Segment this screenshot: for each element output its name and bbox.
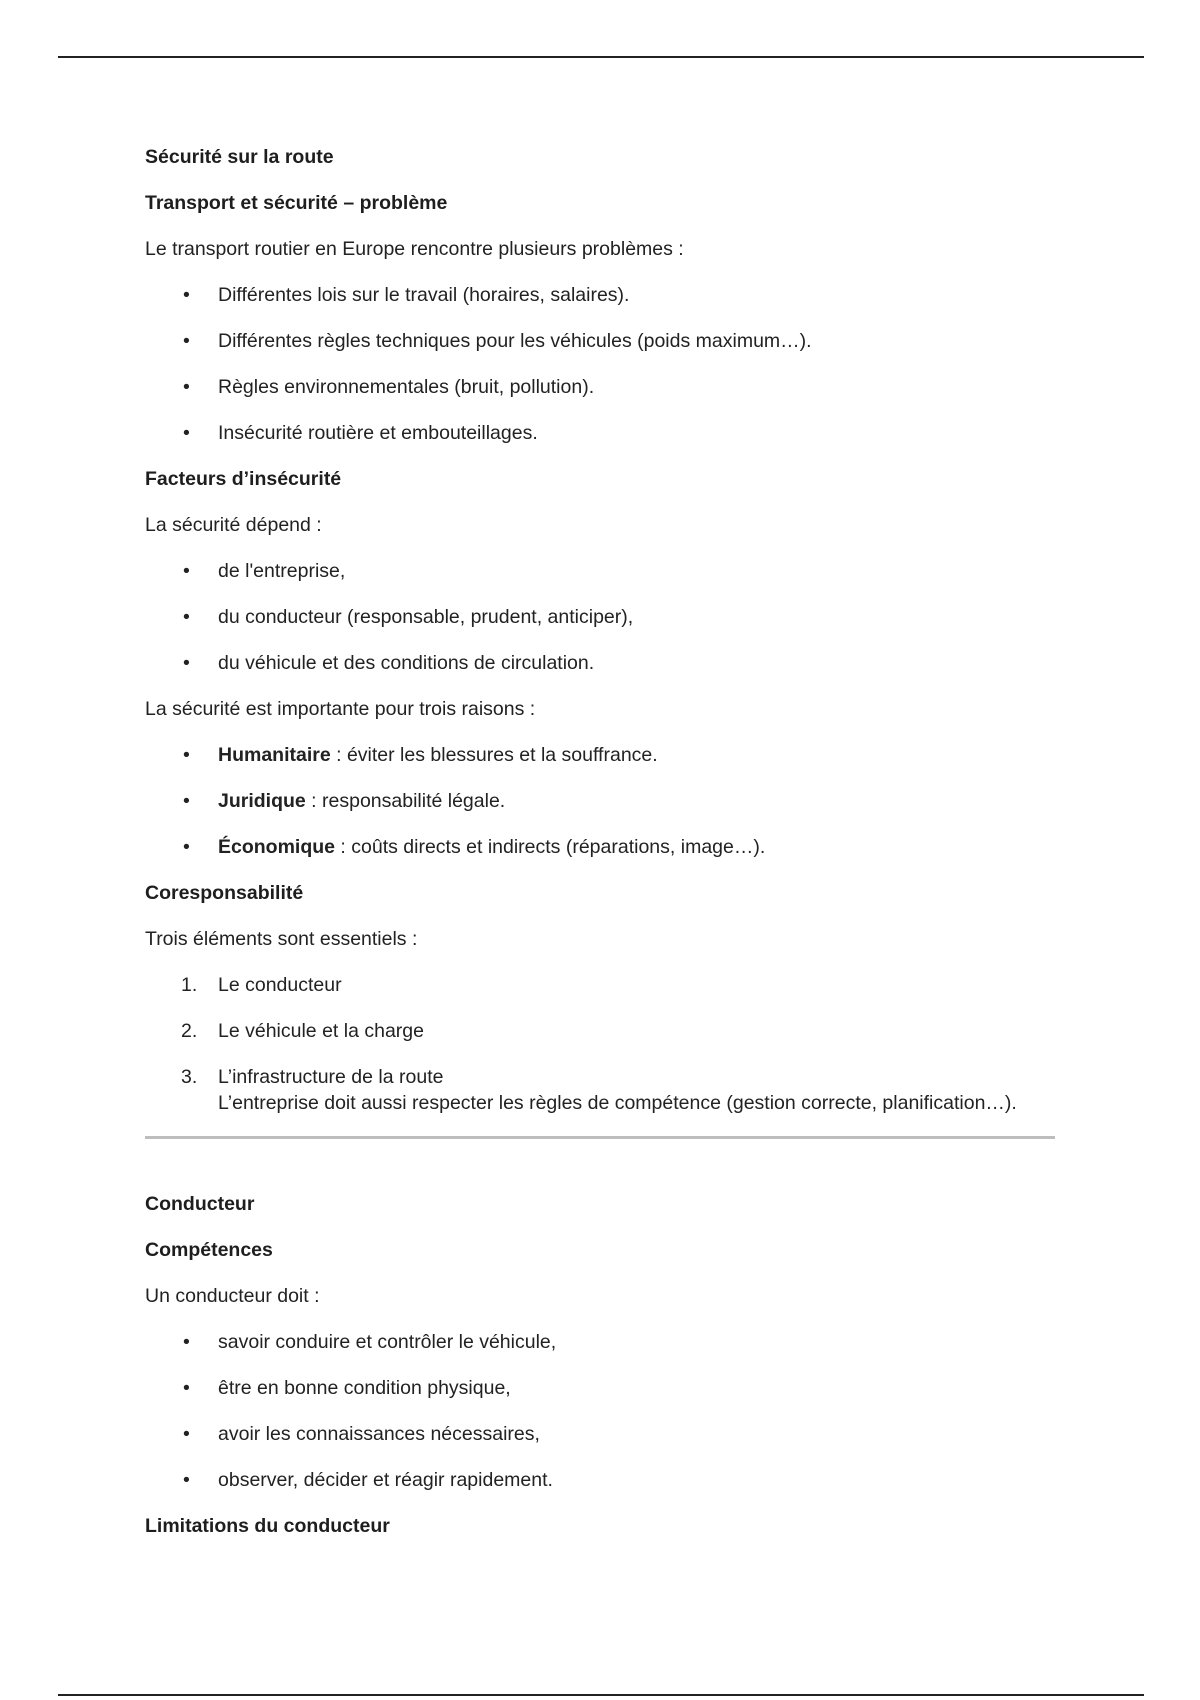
reason-term: Humanitaire: [218, 744, 331, 766]
skills-intro: Un conducteur doit :: [145, 1285, 320, 1307]
list-item: • avoir les connaissances nécessaires,: [183, 1423, 540, 1445]
elements-intro: Trois éléments sont essentiels :: [145, 928, 418, 950]
list-item: • Économique : coûts directs et indirects (réparations, image…).: [183, 836, 766, 858]
list-item: • Juridique : responsabilité légale.: [183, 790, 506, 812]
bullet-icon: •: [183, 1331, 190, 1353]
bullet-icon: •: [183, 376, 190, 398]
bullet-icon: •: [183, 422, 190, 444]
reason-term: Juridique: [218, 790, 306, 812]
bullet-icon: •: [183, 330, 190, 352]
list-item: • Règles environnementales (bruit, pollution).: [183, 376, 595, 398]
list-item: • du véhicule et des conditions de circulation.: [183, 652, 595, 674]
problems-list: [145, 282, 1065, 446]
list-number: 1.: [181, 974, 198, 996]
bullet-icon: •: [183, 1469, 190, 1491]
page-top-rule: [58, 56, 1144, 58]
elements-list: [145, 972, 1065, 1116]
bullet-icon: •: [183, 284, 190, 306]
list-item: 3. L’infrastructure de la route L’entreprise doit aussi respecter les règles de compétence (gestion correcte, planification…).: [145, 1064, 1065, 1116]
list-item: • savoir conduire et contrôler le véhicule,: [183, 1331, 557, 1353]
reasons-list: [145, 742, 1065, 860]
skills-list: [145, 1329, 1065, 1493]
list-item: • Différentes lois sur le travail (horaires, salaires).: [183, 284, 630, 306]
list-item: • observer, décider et réagir rapidement.: [183, 1469, 553, 1491]
page-bottom-rule: [58, 1694, 1144, 1696]
problems-intro: Le transport routier en Europe rencontre plusieurs problèmes :: [145, 238, 684, 260]
bullet-icon: •: [183, 606, 190, 628]
list-item: • Différentes règles techniques pour les véhicules (poids maximum…).: [183, 330, 812, 352]
depends-list: [145, 558, 1065, 676]
coresponsabilite-heading: Coresponsabilité: [145, 882, 304, 904]
bullet-icon: •: [183, 836, 190, 858]
bullet-icon: •: [183, 744, 190, 766]
depends-intro: La sécurité dépend :: [145, 514, 322, 536]
document-body: [145, 144, 1065, 1559]
list-number: 3.: [181, 1066, 198, 1088]
bullet-icon: •: [183, 790, 190, 812]
section-subtitle: Compétences: [145, 1239, 273, 1261]
elements-note: L’entreprise doit aussi respecter les règles de compétence (gestion correcte, planification…).: [218, 1092, 1017, 1114]
list-item: 2. Le véhicule et la charge: [181, 1020, 424, 1042]
bullet-icon: •: [183, 1377, 190, 1399]
list-item: • du conducteur (responsable, prudent, anticiper),: [183, 606, 634, 628]
list-item: • Humanitaire : éviter les blessures et la souffrance.: [183, 744, 658, 766]
list-number: 2.: [181, 1020, 198, 1042]
list-item: 1. Le conducteur: [181, 974, 342, 996]
list-item: • Insécurité routière et embouteillages.: [183, 422, 538, 444]
bullet-icon: •: [183, 652, 190, 674]
bullet-icon: •: [183, 1423, 190, 1445]
reasons-intro: La sécurité est importante pour trois raisons :: [145, 698, 536, 720]
section-divider: [145, 1136, 1055, 1139]
bullet-icon: •: [183, 560, 190, 582]
section-subtitle: Transport et sécurité – problème: [145, 192, 448, 214]
reason-term: Économique: [218, 836, 336, 858]
limitations-heading: Limitations du conducteur: [145, 1515, 390, 1537]
factors-heading: Facteurs d’insécurité: [145, 468, 342, 490]
section-title: Sécurité sur la route: [145, 146, 334, 168]
list-item: • être en bonne condition physique,: [183, 1377, 511, 1399]
list-item: • de l'entreprise,: [183, 560, 346, 582]
section-title: Conducteur: [145, 1193, 255, 1215]
